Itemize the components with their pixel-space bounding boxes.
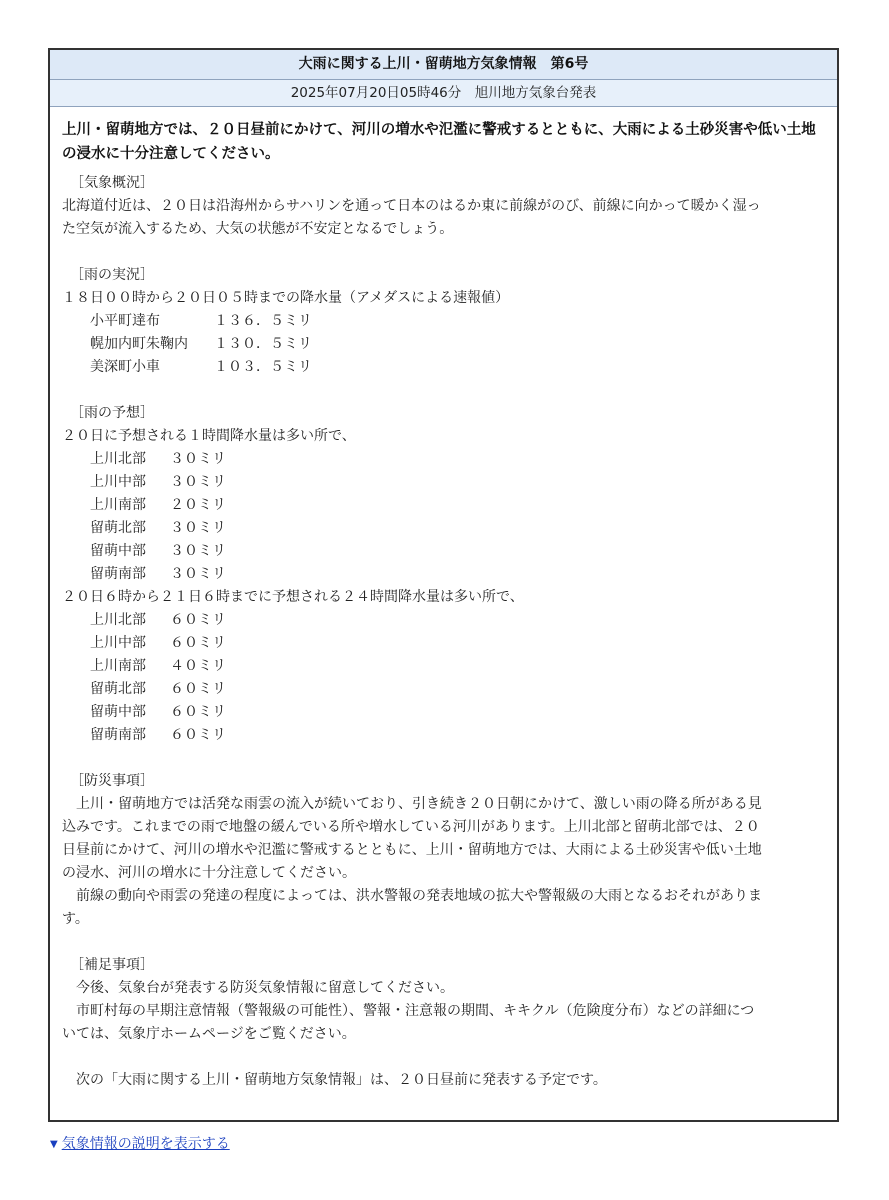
supplement-line: いては、気象庁ホームページをご覧ください。 xyxy=(62,1026,356,1042)
supplement-line: 今後、気象台が発表する防災気象情報に留意してください。 xyxy=(62,980,454,996)
observed-amount: １３６．５ミリ xyxy=(214,313,312,329)
forecast-area: 上川北部 xyxy=(90,451,146,467)
forecast-row xyxy=(62,471,825,494)
forecast-row xyxy=(62,655,825,678)
observed-row xyxy=(62,356,825,379)
forecast-area: 上川南部 xyxy=(90,497,146,513)
observed-amount: １０３．５ミリ xyxy=(214,359,312,375)
forecast-area: 上川中部 xyxy=(90,635,146,651)
forecast-row xyxy=(62,540,825,563)
forecast-heading: ［雨の予想］ xyxy=(70,405,154,421)
headline-text: 上川・留萌地方では、２０日昼前にかけて、河川の増水や氾濫に警戒するとともに、大雨による土砂災害や低い土地の浸水に十分注意してください。 xyxy=(62,122,816,162)
forecast-area: 留萌南部 xyxy=(90,566,146,582)
observed-heading: ［雨の実況］ xyxy=(70,267,154,283)
forecast-area: 留萌北部 xyxy=(90,681,146,697)
forecast-row xyxy=(62,701,825,724)
forecast-row xyxy=(62,517,825,540)
forecast-area: 留萌中部 xyxy=(90,704,146,720)
forecast-amount: ３０ミリ xyxy=(170,543,226,559)
forecast-amount: ６０ミリ xyxy=(170,704,226,720)
forecast-amount: ６０ミリ xyxy=(170,635,226,651)
overview-line: 北海道付近は、２０日は沿海州からサハリンを通って日本のはるか東に前線がのび、前線に向かって暖かく湿っ xyxy=(62,198,761,214)
bulletin-title: 大雨に関する上川・留萌地方気象情報 第6号 xyxy=(50,50,837,80)
forecast-area: 上川南部 xyxy=(90,658,146,674)
observed-place: 幌加内町朱鞠内 xyxy=(90,336,188,352)
forecast-row xyxy=(62,678,825,701)
triangle-down-icon: ▼ xyxy=(50,1139,58,1150)
weather-bulletin xyxy=(48,48,839,1122)
forecast-amount: ４０ミリ xyxy=(170,658,226,674)
supplement-line: 市町村毎の早期注意情報（警報級の可能性）、警報・注意報の期間、キキクル（危険度分布）などの詳細につ xyxy=(62,1003,755,1019)
disaster-line: 日昼前にかけて、河川の増水や氾濫に警戒するとともに、上川・留萌地方では、大雨による土砂災害や低い土地 xyxy=(62,842,762,858)
forecast-amount: ２０ミリ xyxy=(170,497,226,513)
show-explanation-label: 気象情報の説明を表示する xyxy=(61,1136,230,1152)
forecast-area: 留萌北部 xyxy=(90,520,146,536)
observed-amount: １３０．５ミリ xyxy=(214,336,312,352)
forecast-amount: ６０ミリ xyxy=(170,612,226,628)
forecast-amount: ６０ミリ xyxy=(170,681,226,697)
forecast-area: 上川北部 xyxy=(90,612,146,628)
overview-line: た空気が流入するため、大気の状態が不安定となるでしょう。 xyxy=(62,221,454,237)
disaster-heading: ［防災事項］ xyxy=(70,773,154,789)
forecast-daily-intro: ２０日６時から２１日６時までに予想される２４時間降水量は多い所で、 xyxy=(62,589,524,605)
supplement-heading: ［補足事項］ xyxy=(70,957,154,973)
observed-row xyxy=(62,333,825,356)
forecast-row xyxy=(62,563,825,586)
forecast-area: 上川中部 xyxy=(90,474,146,490)
observed-row xyxy=(62,310,825,333)
observed-place: 小平町達布 xyxy=(90,313,160,329)
forecast-amount: ３０ミリ xyxy=(170,566,226,582)
forecast-row xyxy=(62,632,825,655)
show-explanation-link[interactable] xyxy=(50,1136,230,1152)
next-issue-note: 次の「大雨に関する上川・留萌地方気象情報」は、２０日昼前に発表する予定です。 xyxy=(62,1072,607,1088)
explanation-toggle xyxy=(50,1134,230,1156)
disaster-line: 上川・留萌地方では活発な雨雲の流入が続いており、引き続き２０日朝にかけて、激しい雨の降る所がある見 xyxy=(62,796,762,812)
forecast-amount: ３０ミリ xyxy=(170,520,226,536)
forecast-row xyxy=(62,448,825,471)
forecast-amount: ３０ミリ xyxy=(170,474,226,490)
disaster-line: す。 xyxy=(62,911,89,927)
bulletin-body xyxy=(50,107,837,1092)
disaster-line: 込みです。これまでの雨で地盤の緩んでいる所や増水している河川があります。上川北部と留萌北部では、２０ xyxy=(62,819,760,835)
disaster-line: 前線の動向や雨雲の発達の程度によっては、洪水警報の発表地域の拡大や警報級の大雨となるおそれがありま xyxy=(62,888,762,904)
issued-info: 2025年07月20日05時46分 旭川地方気象台発表 xyxy=(50,80,837,107)
forecast-hourly-intro: ２０日に予想される１時間降水量は多い所で、 xyxy=(62,428,356,444)
forecast-area: 留萌中部 xyxy=(90,543,146,559)
observed-place: 美深町小車 xyxy=(90,359,160,375)
observed-intro: １８日００時から２０日０５時までの降水量（アメダスによる速報値） xyxy=(62,290,510,306)
forecast-row xyxy=(62,609,825,632)
forecast-amount: ６０ミリ xyxy=(170,727,226,743)
overview-heading: ［気象概況］ xyxy=(70,175,154,191)
forecast-area: 留萌南部 xyxy=(90,727,146,743)
disaster-line: の浸水、河川の増水に十分注意してください。 xyxy=(62,865,356,881)
forecast-row xyxy=(62,724,825,747)
forecast-amount: ３０ミリ xyxy=(170,451,226,467)
forecast-row xyxy=(62,494,825,517)
